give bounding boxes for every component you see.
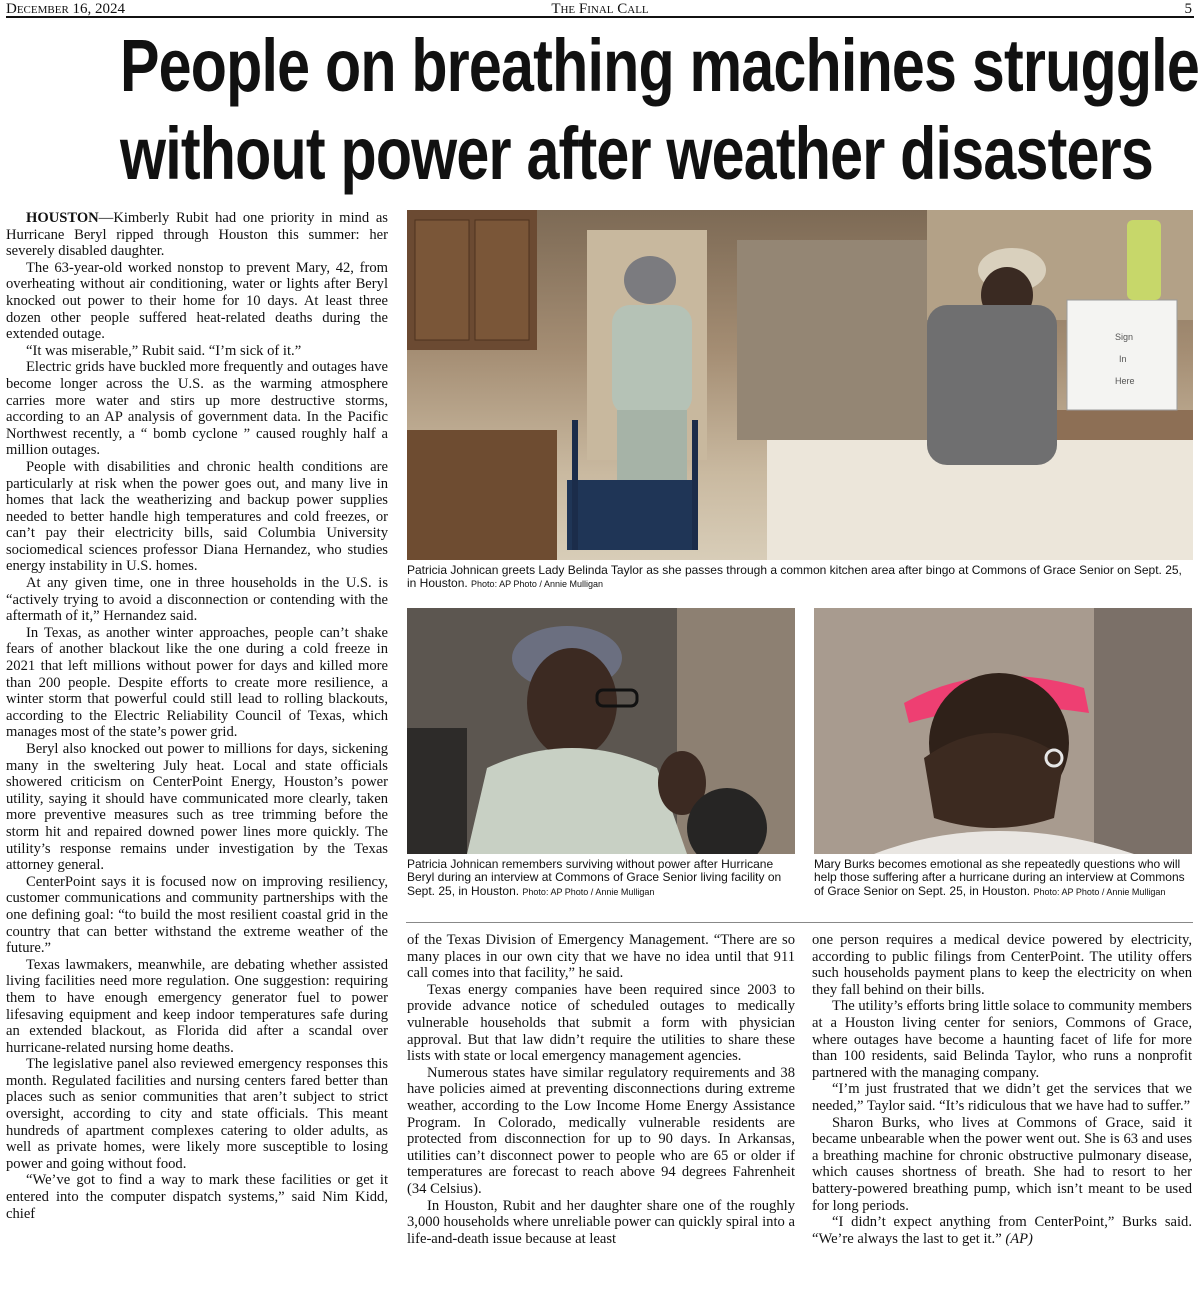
divider xyxy=(406,922,1193,923)
article-paragraph: Texas energy companies have been required since 2003 to provide advance notice of scheduled outages to medically vulnerable households that submit a form with physician approval. But that law didn’t require the utilities to share these lists with state or local emergency management agencies. xyxy=(407,981,795,1065)
interview-photo xyxy=(407,608,795,854)
signoff: (AP) xyxy=(1005,1230,1033,1247)
interview-photo-caption xyxy=(407,858,795,899)
photo-credit: Photo: AP Photo / Annie Mulligan xyxy=(471,579,603,590)
article-paragraph: At any given time, one in three households in the U.S. is “actively trying to avoid a disconnection or contending with the aftermath of it,” Hernandez said. xyxy=(6,575,388,625)
article-column-1 xyxy=(6,210,388,1222)
article-paragraph: The utility’s efforts bring little solace to community members at a Houston living center for seniors, Commons of Grace, where outages have become a haunting facet of life for more than 100 residents, said Belinda Taylor, who runs a nonprofit partnered with the managing company. xyxy=(812,998,1192,1081)
article-paragraph: Beryl also knocked out power to millions for days, sickening many in the sweltering July heat. Local and state officials showered criticism on CenterPoint Energy, Houston’s power utility, saying it should have communicated more clearly, taken more preventive measures such as tree trimming before the storm hit and repaired downed power lines more quickly. The utility’s response remains under investigation by the Texas attorney general. xyxy=(6,741,388,874)
article-paragraph: The legislative panel also reviewed emergency responses this month. Regulated facilities and nursing centers fared better than places such as senior communities that aren’t subject to strict oversight, according to city and state officials. This meant hundreds of apartment complexes catering to older adults, as well as private homes, were likely more susceptible to losing power and going without food. xyxy=(6,1056,388,1172)
article-paragraph: Electric grids have buckled more frequently and outages have become longer across the U.S. as the warming atmosphere carries more water and stirs up more destructive storms, according to an AP analysis of government data. In the Pacific Northwest recently, a “ bomb cyclone ” caused roughly half a million outages. xyxy=(6,359,388,459)
article-paragraph: The 63-year-old worked nonstop to prevent Mary, 42, from overheating without air conditioning, water or lights after Beryl knocked out power to their home for 10 days. At least three dozen other people suffered heat-related deaths during the extended outage. xyxy=(6,259,388,343)
dateline: HOUSTON xyxy=(26,210,99,226)
article-paragraph: People with disabilities and chronic health conditions are particularly at risk when the power goes out, and many live in homes that lack the weatherizing and backup power supplies needed to better handle high temperatures and cold freezes, or can’t pay their electricity bills, said Columbia University sociomedical sciences professor Diana Hernandez, who studies energy instability in U.S. homes. xyxy=(6,458,388,575)
article-paragraph: “It was miserable,” Rubit said. “I’m sick of it.” xyxy=(26,342,302,359)
article-paragraph: HOUSTON—Kimberly Rubit had one priority in mind as Hurricane Beryl ripped through Houston this summer: her severely disabled daughter. xyxy=(6,210,388,260)
sign-text-3: Here xyxy=(1115,376,1135,386)
article-paragraph: “I didn’t expect anything from CenterPoint,” Burks said. “We’re always the last to get it.” (AP) xyxy=(812,1214,1192,1247)
main-photo-caption xyxy=(407,564,1193,592)
article-paragraph: Texas lawmakers, meanwhile, are debating whether assisted living facilities need more regulation. One suggestion: requiring them to have enough emergency generator fuel to power lifesaving equipment and keep indoor temperatures safe during an extended blackout, as Florida did after a scandal over hurricane-related nursing home deaths. xyxy=(6,956,388,1056)
photo-credit: Photo: AP Photo / Annie Mulligan xyxy=(1033,886,1166,897)
caption-text: Mary Burks becomes emotional as she repeatedly questions who will help those suffering after a hurricane during an interview at Commons of Grace Senior on Sept. 25, in Houston. xyxy=(814,857,1185,898)
emotional-photo-caption xyxy=(814,858,1194,899)
caption-text: Patricia Johnican greets Lady Belinda Taylor as she passes through a common kitchen area after bingo at Commons of Grace Senior on Sept. 25, in Houston. xyxy=(407,563,1182,591)
article-paragraph: one person requires a medical device powered by electricity, according to public filings from CenterPoint. The utility offers such households payment plans to keep the electricity on when they fall behind on their bills. xyxy=(812,932,1192,998)
article-paragraph: In Texas, as another winter approaches, people can’t shake fears of another blackout like the one during a cold freeze in 2021 that left millions without power for days and killed more than 200 people. Despite efforts to create more resilience, a winter storm that powerful could still lead to rolling blackouts, according to the Electric Reliability Council of Texas, which manages most of the state’s power grid. xyxy=(6,624,388,741)
sign-text-1: Sign xyxy=(1115,332,1134,342)
headline xyxy=(120,22,1199,198)
newspaper-name: The Final Call xyxy=(551,1,649,17)
photo-credit: Photo: AP Photo / Annie Mulligan xyxy=(522,886,655,897)
caption-text: Patricia Johnican remembers surviving without power after Hurricane Beryl during an interview at Commons of Grace Senior living facility on Sept. 25, in Houston. xyxy=(407,857,782,898)
page-number: 5 xyxy=(1184,1,1192,17)
page-header xyxy=(6,0,1194,18)
sign-text-2: In xyxy=(1119,354,1127,364)
article-column-2 xyxy=(407,932,795,1247)
headline-line-1: People on breathing machines struggle xyxy=(120,24,1199,107)
issue-date: December 16, 2024 xyxy=(6,1,126,17)
article-paragraph: “We’ve got to find a way to mark these facilities or get it entered into the computer dispatch systems,” said Nim Kidd, chief xyxy=(6,1172,388,1222)
article-paragraph: of the Texas Division of Emergency Management. “There are so many places in our own city that we have no idea until that 911 call comes into that facility,” he said. xyxy=(407,932,795,982)
article-paragraph: In Houston, Rubit and her daughter share one of the roughly 3,000 households where unreliable power can quickly spiral into a life-and-death issue because at least xyxy=(407,1197,795,1247)
headline-line-2: without power after weather disasters xyxy=(120,112,1153,195)
article-paragraph: Numerous states have similar regulatory requirements and 38 have policies aimed at preventing disconnections during extreme weather, according to the Low Income Home Energy Assistance Program. In Colorado, medically vulnerable residents are protected from disconnection for up to 90 days. In Arkansas, utilities can’t disconnect power to people who are 65 or older if temperatures are forecast to reach above 94 degrees Fahrenheit (34 Celsius). xyxy=(407,1064,795,1197)
emotional-photo xyxy=(814,608,1192,854)
kitchen-photo xyxy=(407,210,1193,560)
article-paragraph: CenterPoint says it is focused now on improving resiliency, customer communications and community partnerships with the one defining goal: “to build the most resilient coastal grid in the country that can better withstand the extreme weather of the future.” xyxy=(6,873,388,957)
article-paragraph: Sharon Burks, who lives at Commons of Grace, said it became unbearable when the power went out. She is 63 and uses a breathing machine for chronic obstructive pulmonary disease, which causes shortness of breath. She had to resort to her battery-powered breathing pump, which isn’t meant to be used for long periods. xyxy=(812,1114,1192,1214)
article-column-3 xyxy=(812,932,1192,1247)
article-paragraph: “I’m just frustrated that we didn’t get the services that we needed,” Taylor said. “It’s ridiculous that we have had to suffer.” xyxy=(812,1081,1192,1114)
